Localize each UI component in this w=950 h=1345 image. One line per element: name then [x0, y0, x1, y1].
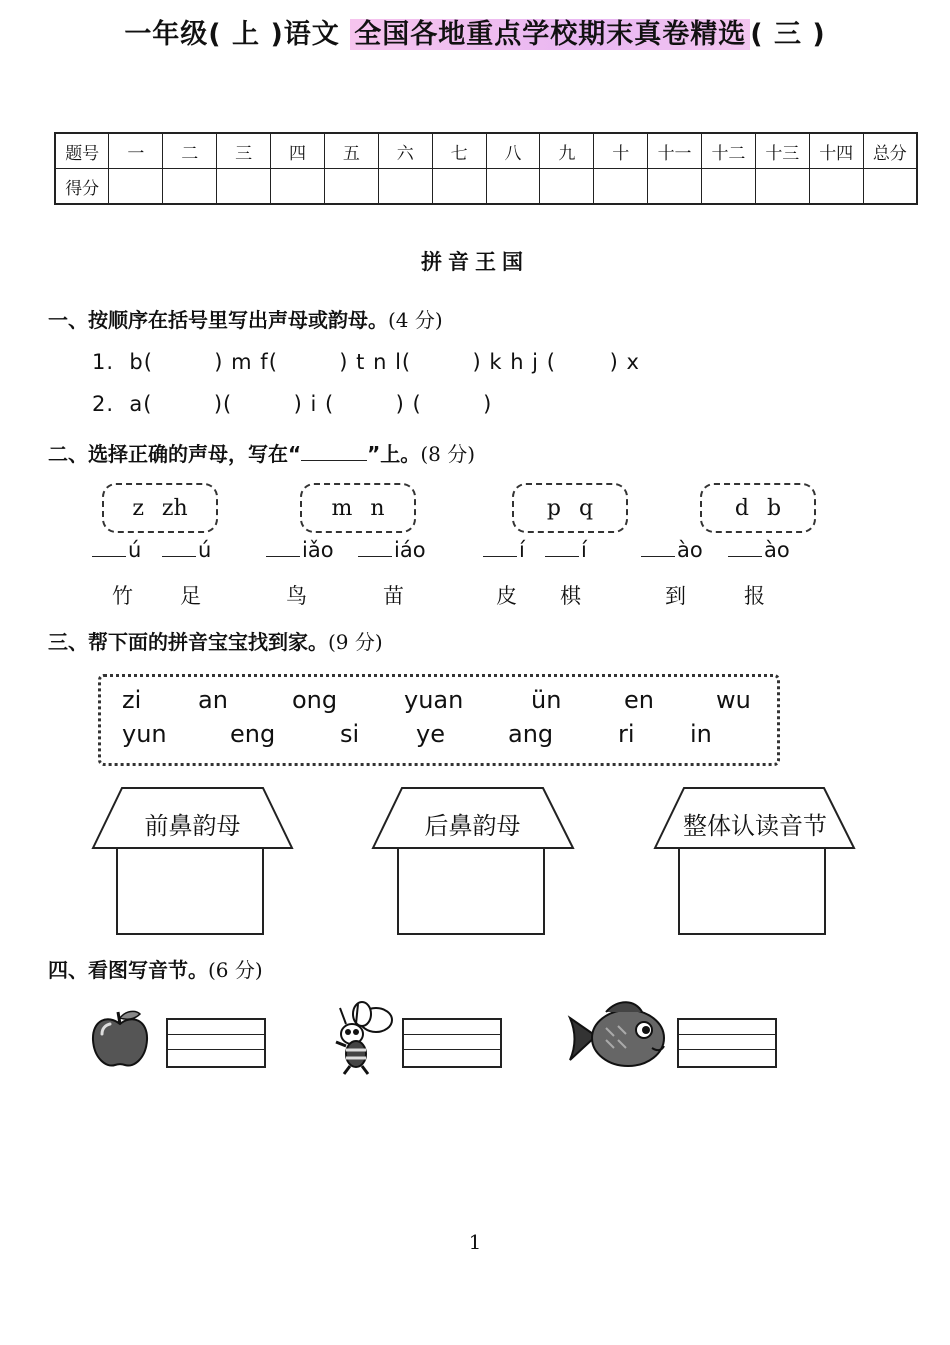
- option: b: [767, 495, 782, 521]
- q2-blank[interactable]: [92, 538, 141, 562]
- page-title: [0, 12, 950, 51]
- pinyin-card[interactable]: ri: [618, 720, 635, 748]
- score-cell[interactable]: [702, 169, 756, 205]
- score-cell[interactable]: [324, 169, 378, 205]
- houses-drawing: [0, 780, 950, 945]
- option: zh: [161, 495, 188, 521]
- q1-line-1[interactable]: 1. b( ) m f( ) t n l( ) k h j ( ) x: [92, 350, 640, 374]
- apple-icon: [88, 1008, 152, 1070]
- q3-heading: [48, 626, 383, 655]
- q1-heading: [48, 304, 443, 333]
- pinyin-card[interactable]: wu: [716, 686, 751, 714]
- score-col: 十一: [648, 133, 702, 169]
- score-cell[interactable]: [809, 169, 863, 205]
- score-col-total: 总分: [863, 133, 917, 169]
- q2-blank[interactable]: [483, 538, 525, 562]
- house-body[interactable]: [398, 848, 544, 934]
- q4-heading-text: 四、看图写音节。: [48, 958, 208, 982]
- q2-blank[interactable]: [545, 538, 587, 562]
- score-cell[interactable]: [217, 169, 271, 205]
- score-cell[interactable]: [163, 169, 217, 205]
- q1-points: (4 分): [388, 308, 443, 332]
- q2-blank[interactable]: [728, 538, 790, 562]
- pinyin-card[interactable]: ün: [531, 686, 562, 714]
- pinyin-card[interactable]: zi: [122, 686, 142, 714]
- score-cell[interactable]: [271, 169, 325, 205]
- score-cell[interactable]: [109, 169, 163, 205]
- final: ào: [677, 538, 703, 562]
- score-table-score-row: [55, 169, 917, 205]
- score-col: 十四: [809, 133, 863, 169]
- final: ú: [198, 538, 212, 562]
- title-prefix: 一年级( 上 )语文: [124, 19, 351, 50]
- q2-hanzi: 报: [744, 584, 765, 608]
- q2-hanzi: 到: [665, 584, 686, 608]
- q2-options-cloud: [512, 483, 628, 533]
- q2-hanzi: 苗: [383, 584, 404, 608]
- syllable-writing-box[interactable]: [677, 1018, 777, 1068]
- house-body[interactable]: [679, 848, 825, 934]
- score-table-header-row: [55, 133, 917, 169]
- score-col: 三: [217, 133, 271, 169]
- score-col: 九: [540, 133, 594, 169]
- score-table-row-head: 题号: [55, 133, 109, 169]
- house-label: 整体认读音节: [683, 812, 827, 840]
- pinyin-card[interactable]: an: [198, 686, 228, 714]
- q2-heading-text: 二、选择正确的声母，写在“: [48, 442, 302, 466]
- q2-points: (8 分): [420, 442, 475, 466]
- option: n: [370, 495, 385, 521]
- house-body[interactable]: [117, 848, 263, 934]
- page-number: 1: [468, 1230, 482, 1254]
- q2-options-cloud: [700, 483, 816, 533]
- score-table-row-head: 得分: [55, 169, 109, 205]
- q2-blank[interactable]: [266, 538, 334, 562]
- q2-hanzi: 足: [180, 584, 201, 608]
- score-cell[interactable]: [755, 169, 809, 205]
- score-col: 十三: [755, 133, 809, 169]
- section-title: 拼音王国: [421, 249, 529, 274]
- q1-heading-text: 一、按顺序在括号里写出声母或韵母。: [48, 308, 388, 332]
- score-col: 六: [378, 133, 432, 169]
- score-table: [54, 132, 918, 205]
- score-col: 四: [271, 133, 325, 169]
- pinyin-card[interactable]: en: [624, 686, 654, 714]
- q2-heading: [48, 438, 475, 467]
- score-col: 十: [594, 133, 648, 169]
- pinyin-card[interactable]: ye: [416, 720, 445, 748]
- pinyin-card[interactable]: yun: [122, 720, 167, 748]
- fish-icon: [566, 998, 670, 1078]
- q2-blank[interactable]: [641, 538, 703, 562]
- option: d: [734, 495, 749, 521]
- score-cell[interactable]: [863, 169, 917, 205]
- pinyin-card[interactable]: in: [690, 720, 712, 748]
- score-col: 七: [432, 133, 486, 169]
- pinyin-card[interactable]: si: [340, 720, 360, 748]
- option: q: [579, 495, 594, 521]
- q2-hanzi: 棋: [560, 584, 581, 608]
- score-cell[interactable]: [486, 169, 540, 205]
- score-cell[interactable]: [432, 169, 486, 205]
- score-cell[interactable]: [540, 169, 594, 205]
- q2-hanzi: 竹: [112, 584, 133, 608]
- final: iáo: [394, 538, 426, 562]
- option: z: [132, 495, 144, 521]
- final: iǎo: [302, 538, 334, 562]
- final: ú: [128, 538, 142, 562]
- house-label: 前鼻韵母: [144, 812, 241, 840]
- q3-points: (9 分): [328, 630, 383, 654]
- q2-heading-tail: ”上。: [367, 442, 421, 466]
- final: ào: [764, 538, 790, 562]
- score-cell[interactable]: [648, 169, 702, 205]
- q4-points: (6 分): [208, 958, 263, 982]
- q4-heading: [48, 954, 263, 983]
- final: í: [519, 538, 525, 562]
- title-highlight: 全国各地重点学校期末真卷精选: [350, 19, 750, 50]
- option: p: [546, 495, 561, 521]
- pinyin-card[interactable]: eng: [230, 720, 276, 748]
- q2-blank-sample: [301, 444, 367, 461]
- score-cell[interactable]: [594, 169, 648, 205]
- house-label: 后鼻韵母: [424, 812, 521, 840]
- q2-hanzi: 皮: [496, 584, 517, 608]
- final: í: [581, 538, 587, 562]
- score-col: 八: [486, 133, 540, 169]
- q2-options-cloud: [300, 483, 416, 533]
- q1-line-2[interactable]: 2. a( )( ) i ( ) ( ): [92, 392, 493, 416]
- q3-heading-text: 三、帮下面的拼音宝宝找到家。: [48, 630, 328, 654]
- q2-hanzi: 鸟: [286, 584, 307, 608]
- q2-blank[interactable]: [162, 538, 211, 562]
- syllable-writing-box[interactable]: [402, 1018, 502, 1068]
- pinyin-card[interactable]: ang: [508, 720, 554, 748]
- score-col: 十二: [702, 133, 756, 169]
- title-suffix: ( 三 ): [750, 19, 826, 50]
- pinyin-card[interactable]: yuan: [404, 686, 464, 714]
- pinyin-card[interactable]: ong: [292, 686, 338, 714]
- score-col: 五: [324, 133, 378, 169]
- syllable-writing-box[interactable]: [166, 1018, 266, 1068]
- score-col: 一: [109, 133, 163, 169]
- option: m: [331, 495, 353, 521]
- bee-icon: [330, 998, 396, 1078]
- score-cell[interactable]: [378, 169, 432, 205]
- score-col: 二: [163, 133, 217, 169]
- q2-blank[interactable]: [358, 538, 426, 562]
- q2-options-cloud: [102, 483, 218, 533]
